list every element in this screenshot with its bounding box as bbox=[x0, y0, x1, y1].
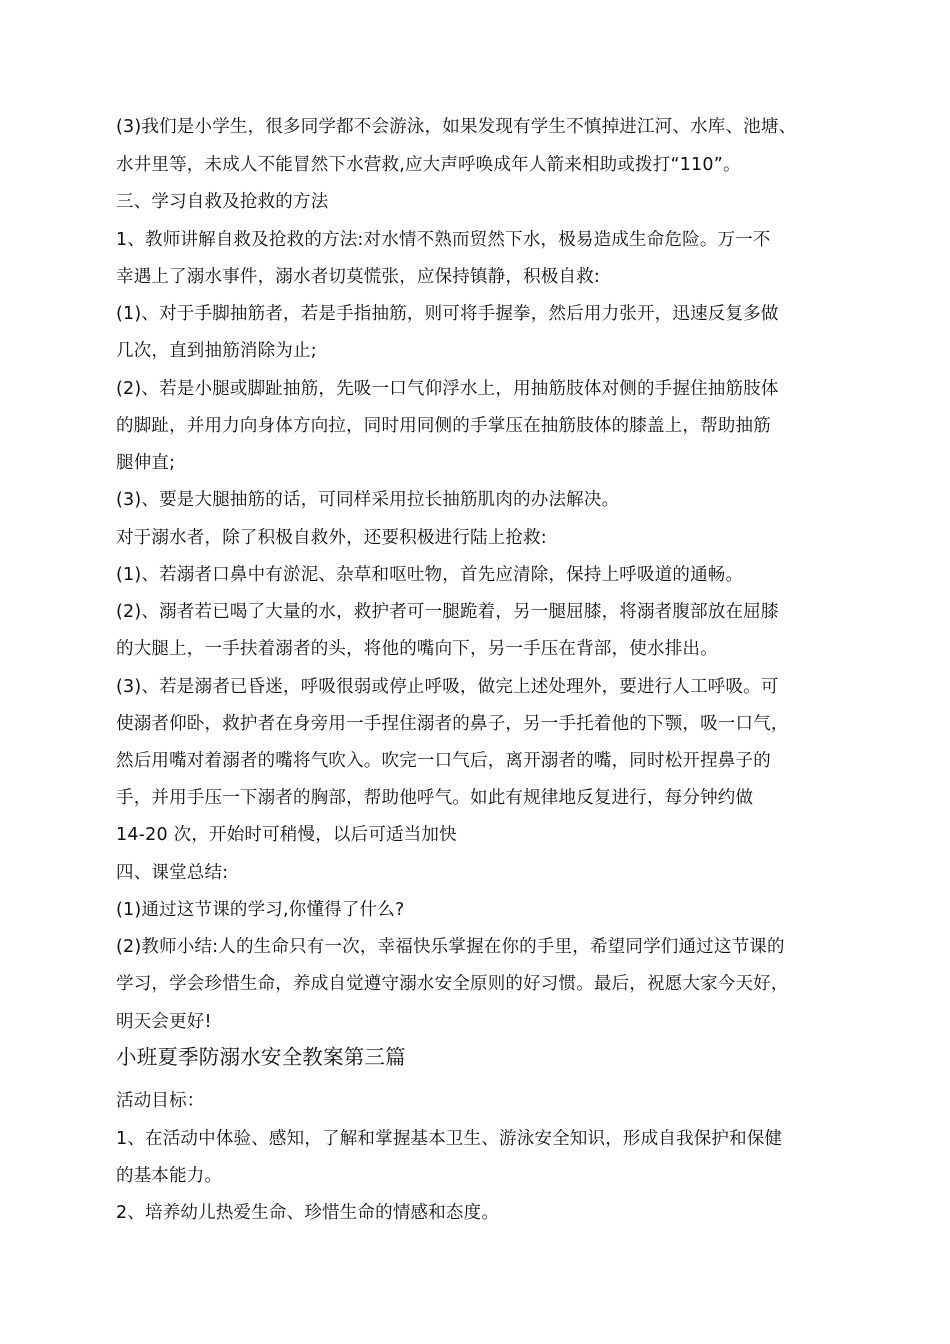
paragraph-line: 水井里等，未成人不能冒然下水营救,应大声呼唤成年人箭来相助或拨打“110”。 bbox=[116, 155, 741, 175]
paragraph-line: 1、在活动中体验、感知，了解和掌握基本卫生、游泳安全知识，形成自我保护和保健 bbox=[116, 1129, 783, 1149]
paragraph-line: (2)教师小结:人的生命只有一次，幸福快乐掌握在你的手里，希望同学们通过这节课的 bbox=[116, 937, 785, 957]
paragraph-line: 活动目标： bbox=[116, 1091, 205, 1111]
paragraph-line: 几次，直到抽筋消除为止; bbox=[116, 341, 317, 361]
section-heading: 三、学习自救及抢救的方法 bbox=[116, 192, 329, 212]
paragraph-line: (1)通过这节课的学习,你懂得了什么? bbox=[116, 900, 405, 920]
paragraph-line: 然后用嘴对着溺者的嘴将气吹入。吹完一口气后，离开溺者的嘴，同时松开捏鼻子的 bbox=[116, 751, 771, 771]
paragraph-line: 的基本能力。 bbox=[116, 1166, 223, 1186]
paragraph-line: 学习，学会珍惜生命，养成自觉遵守溺水安全原则的好习惯。最后，祝愿大家今天好， bbox=[116, 974, 789, 994]
paragraph-line: (1)、若溺者口鼻中有淤泥、杂草和呕吐物，首先应清除，保持上呼吸道的通畅。 bbox=[116, 565, 744, 585]
paragraph-line: 幸遇上了溺水事件，溺水者切莫慌张，应保持镇静，积极自救: bbox=[116, 267, 600, 287]
paragraph-line: 的脚趾，并用力向身体方向拉，同时用同侧的手掌压在抽筋肢体的膝盖上，帮助抽筋 bbox=[116, 416, 771, 436]
paragraph-line: (3)我们是小学生，很多同学都不会游泳，如果发现有学生不慎掉进江河、水库、池塘、 bbox=[116, 117, 797, 137]
paragraph-line: 使溺者仰卧，救护者在身旁用一手捏住溺者的鼻子，另一手托着他的下颚，吸一口气， bbox=[116, 714, 789, 734]
paragraph-line: 对于溺水者，除了积极自救外，还要积极进行陆上抢救: bbox=[116, 528, 547, 548]
document-title: 小班夏季防溺水安全教案第三篇 bbox=[116, 1045, 406, 1069]
paragraph-line: (2)、若是小腿或脚趾抽筋，先吸一口气仰浮水上，用抽筋肢体对侧的手握住抽筋肢体 bbox=[116, 379, 779, 399]
paragraph-line: (3)、要是大腿抽筋的话，可同样采用拉长抽筋肌肉的办法解决。 bbox=[116, 490, 620, 510]
paragraph-line: 明天会更好! bbox=[116, 1012, 212, 1032]
paragraph-line: 2、培养幼儿热爱生命、珍惜生命的情感和态度。 bbox=[116, 1203, 500, 1223]
paragraph-line: 手，并用手压一下溺者的胸部，帮助他呼气。如此有规律地反复进行，每分钟约做 bbox=[116, 788, 754, 808]
paragraph-line: 的大腿上，一手扶着溺者的头，将他的嘴向下，另一手压在背部，使水排出。 bbox=[116, 639, 718, 659]
paragraph-line: (2)、溺者若已喝了大量的水，救护者可一腿跪着，另一腿屈膝，将溺者腹部放在屈膝 bbox=[116, 602, 779, 622]
paragraph-line: 14-20 次，开始时可稍慢，以后可适当加快 bbox=[116, 825, 457, 845]
paragraph-line: 腿伸直; bbox=[116, 453, 176, 473]
section-heading: 四、课堂总结: bbox=[116, 863, 229, 883]
paragraph-line: (3)、若是溺者已昏迷，呼吸很弱或停止呼吸，做完上述处理外，要进行人工呼吸。可 bbox=[116, 677, 779, 697]
paragraph-line: 1、教师讲解自救及抢救的方法:对水情不熟而贸然下水，极易造成生命危险。万一不 bbox=[116, 230, 771, 250]
paragraph-line: (1)、对于手脚抽筋者，若是手指抽筋，则可将手握拳，然后用力张开，迅速反复多做 bbox=[116, 304, 779, 324]
